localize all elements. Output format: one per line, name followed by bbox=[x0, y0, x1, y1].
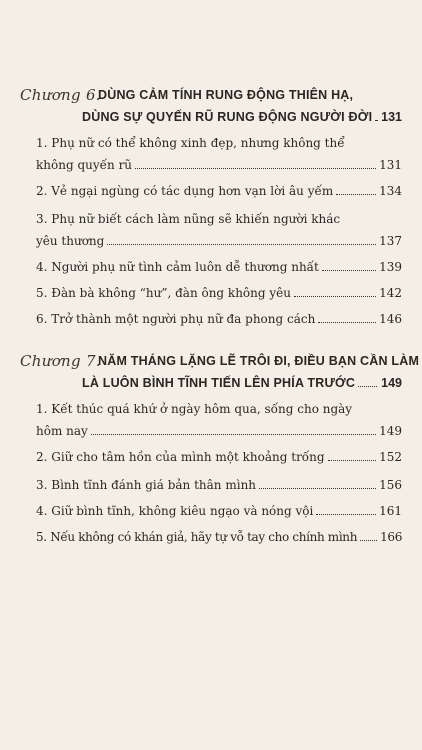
leader-dots bbox=[375, 119, 377, 121]
toc-entry[interactable] bbox=[36, 256, 402, 278]
toc-entry[interactable] bbox=[36, 282, 402, 304]
chapter-title-line1: DÙNG CẢM TÍNH RUNG ĐỘNG THIÊN HẠ, bbox=[98, 88, 354, 102]
entry-text: 5. Đàn bà không “hư”, đàn ông không yêu bbox=[36, 286, 291, 300]
entry-text: 1. Phụ nữ có thể không xinh đẹp, nhưng không thể bbox=[36, 136, 345, 150]
chapter-page-number: 149 bbox=[381, 376, 402, 390]
leader-dots bbox=[358, 385, 377, 387]
chapter-page-number: 131 bbox=[381, 110, 402, 124]
chapter-title-line2: LÀ LUÔN BÌNH TĨNH TIẾN LÊN PHÍA TRƯỚC bbox=[82, 376, 356, 390]
entry-page-number: 131 bbox=[379, 158, 402, 172]
toc-entry[interactable] bbox=[36, 132, 402, 176]
toc-entry[interactable] bbox=[36, 500, 402, 522]
chapter-7-heading bbox=[20, 350, 420, 390]
entry-page-number: 137 bbox=[379, 234, 402, 248]
entry-text: 3. Bình tĩnh đánh giá bản thân mình bbox=[36, 478, 257, 492]
toc-entry[interactable] bbox=[36, 526, 402, 548]
toc-entry[interactable] bbox=[36, 446, 402, 468]
entry-page-number: 149 bbox=[379, 424, 402, 438]
leader-dots bbox=[318, 321, 376, 323]
entry-page-number: 142 bbox=[379, 286, 402, 300]
entry-text: 2. Vẻ ngại ngùng có tác dụng hơn vạn lời âu yếm bbox=[36, 184, 334, 198]
leader-dots bbox=[316, 513, 376, 515]
entry-page-number: 146 bbox=[379, 312, 402, 326]
entry-page-number: 139 bbox=[379, 260, 402, 274]
toc-entry[interactable] bbox=[36, 208, 402, 252]
entry-text: 5. Nếu không có khán giả, hãy tự vỗ tay cho chính mình bbox=[36, 530, 358, 544]
entry-page-number: 134 bbox=[379, 184, 402, 198]
chapter-label: Chương 7. bbox=[20, 352, 101, 370]
entry-text-cont: yêu thương bbox=[36, 234, 105, 248]
entry-text: 4. Giữ bình tĩnh, không kiêu ngạo và nóng vội bbox=[36, 504, 314, 518]
chapter-label: Chương 6. bbox=[20, 86, 101, 104]
leader-dots bbox=[135, 167, 376, 169]
entry-page-number: 166 bbox=[380, 530, 402, 544]
entry-text: 1. Kết thúc quá khứ ở ngày hôm qua, sống cho ngày bbox=[36, 402, 353, 416]
chapter-6-heading bbox=[20, 84, 402, 124]
entry-page-number: 152 bbox=[379, 450, 402, 464]
chapter-title-line1: NĂM THÁNG LẶNG LẼ TRÔI ĐI, ĐIỀU BẠN CẦN LÀM bbox=[98, 354, 420, 368]
entry-page-number: 161 bbox=[379, 504, 402, 518]
entry-text: 3. Phụ nữ biết cách làm nũng sẽ khiến người khác bbox=[36, 212, 341, 226]
leader-dots bbox=[91, 433, 376, 435]
leader-dots bbox=[328, 459, 377, 461]
entry-text: 6. Trở thành một người phụ nữ đa phong cách bbox=[36, 312, 316, 326]
entry-text-cont: hôm nay bbox=[36, 424, 88, 438]
entry-text: 2. Giữ cho tâm hồn của mình một khoảng trống bbox=[36, 450, 325, 464]
toc-entry[interactable] bbox=[36, 180, 402, 202]
leader-dots bbox=[259, 487, 376, 489]
leader-dots bbox=[360, 539, 377, 541]
entry-text-cont: không quyến rũ bbox=[36, 158, 133, 172]
toc-entry[interactable] bbox=[36, 308, 402, 330]
chapter-title-line2: DÙNG SỰ QUYẾN RŨ RUNG ĐỘNG NGƯỜI ĐỜI bbox=[82, 110, 373, 124]
leader-dots bbox=[322, 269, 376, 271]
toc-entry[interactable] bbox=[36, 398, 402, 442]
leader-dots bbox=[107, 243, 376, 245]
entry-text: 4. Người phụ nữ tình cảm luôn dễ thương nhất bbox=[36, 260, 319, 274]
entry-page-number: 156 bbox=[379, 478, 402, 492]
leader-dots bbox=[336, 193, 376, 195]
leader-dots bbox=[294, 295, 376, 297]
toc-entry[interactable] bbox=[36, 474, 402, 496]
